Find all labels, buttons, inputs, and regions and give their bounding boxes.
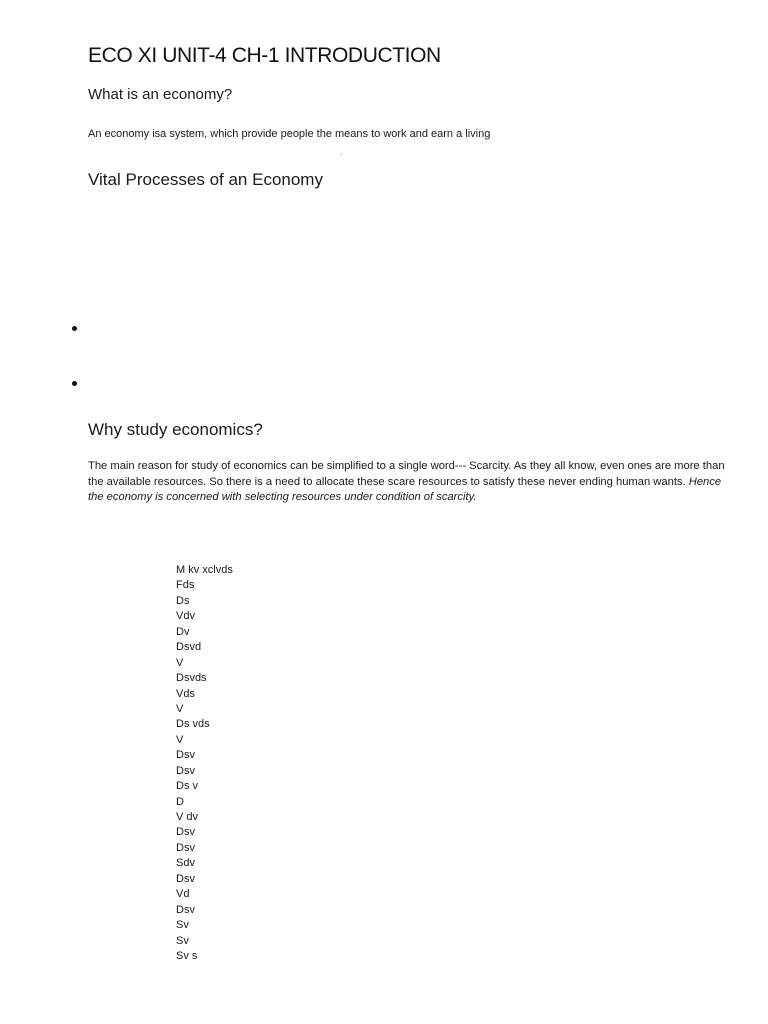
list-item: Vdv — [176, 610, 195, 623]
question-what-is-economy: What is an economy? — [88, 86, 233, 103]
list-item: Dsv — [176, 826, 195, 839]
why-study-paragraph — [88, 459, 738, 506]
list-item: Fds — [176, 579, 195, 592]
notes-list — [176, 563, 233, 964]
heading-vital-processes: Vital Processes of an Economy — [88, 170, 323, 189]
list-item: Dsvds — [176, 672, 207, 685]
list-item: Sdv — [176, 857, 195, 870]
list-item: V — [176, 733, 184, 746]
stray-mark: . — [340, 148, 343, 157]
why-paragraph-text: The main reason for study of economics can be simplified to a single word--- Scarcity. As they all know, even ones are more than the available resources. So there is a need to allocate these scare resources to satisfy these never ending human wants. — [88, 460, 725, 488]
list-item: Dsvd — [176, 641, 202, 654]
list-item: V dv — [176, 811, 199, 823]
list-item: Ds vds — [176, 718, 210, 731]
list-item: Dsv — [176, 749, 195, 762]
list-item: Ds — [176, 594, 190, 607]
why-paragraph-italic: Hence the economy is concerned with selecting resources under condition of scarcity. — [88, 475, 722, 504]
list-item: Vd — [176, 888, 190, 901]
list-item: Dv — [176, 625, 190, 638]
list-item: Ds v — [176, 780, 198, 793]
list-item: D — [176, 795, 184, 808]
list-item: Vds — [176, 687, 195, 700]
page-title: ECO XI UNIT-4 CH-1 INTRODUCTION — [88, 44, 441, 67]
list-item: Sv — [176, 934, 189, 947]
list-item: Sv — [176, 919, 189, 932]
list-item: V — [176, 702, 184, 715]
list-item: Dsv — [176, 841, 195, 854]
list-item: Dsv — [176, 764, 195, 777]
list-item: V — [176, 656, 184, 669]
list-item: Dsv — [176, 872, 195, 885]
heading-why-study-economics: Why study economics? — [88, 420, 263, 439]
list-item: Sv s — [176, 949, 198, 962]
economy-definition: An economy isa system, which provide people the means to work and earn a living — [88, 128, 491, 140]
list-item: Dsv — [176, 903, 195, 916]
empty-bullet-point — [72, 381, 77, 386]
list-item: M kv xclvds — [176, 564, 233, 576]
empty-bullet-point — [72, 326, 77, 331]
